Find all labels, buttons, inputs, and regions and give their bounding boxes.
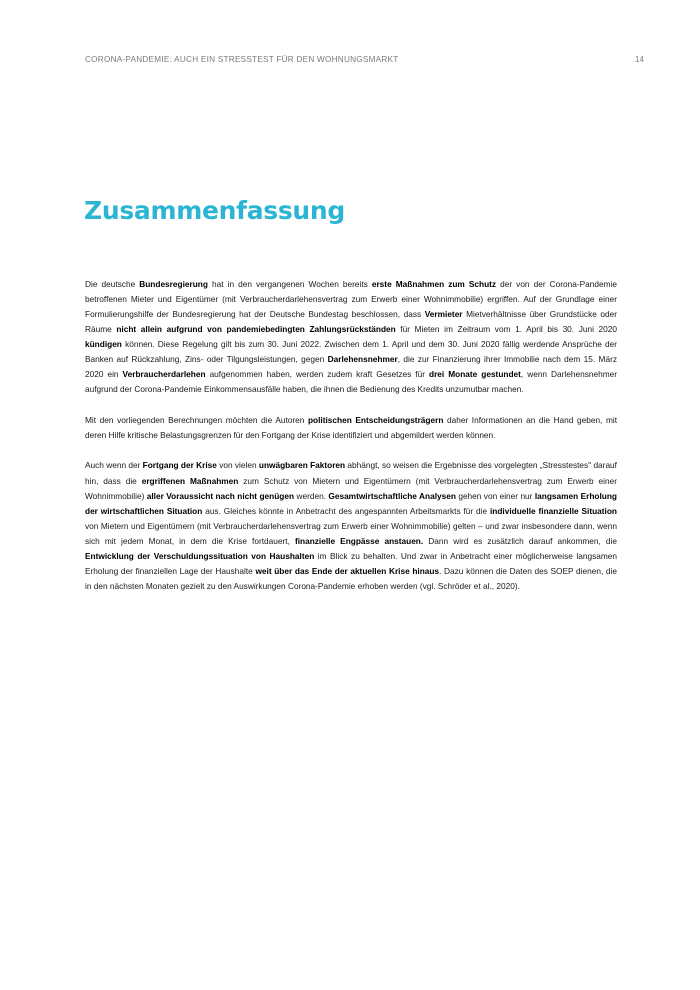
emphasis-text: ergriffenen Maßnahmen — [141, 475, 239, 486]
paragraph — [85, 277, 617, 397]
paragraph — [85, 413, 617, 443]
section-title: Zusammenfassung — [84, 196, 346, 225]
page-number: 14 — [634, 55, 644, 64]
text-run: von Mietern und Eigentümern (mit Verbraucherdarlehensvertrag zum Erwerb einer Wohnimmobilie) gelten – und zwar insbesondere dann, wenn sich mit jedem Monat, in dem die Krise fortdauert, — [85, 520, 617, 546]
running-header-title: CORONA-PANDEMIE: AUCH EIN STRESSTEST FÜR DEN WOHNUNGSMARKT — [85, 55, 399, 64]
emphasis-text: Gesamtwirtschaftliche Analysen — [328, 490, 456, 501]
emphasis-text: Vermieter — [424, 309, 463, 320]
text-run: aufgenommen haben, werden zudem kraft Gesetzes für — [205, 369, 429, 380]
emphasis-text: aller Voraussicht nach nicht genügen — [146, 490, 295, 501]
emphasis-text: Bundesregierung — [139, 279, 208, 289]
text-run: zum Schutz von Mietern und Eigentümern (mit Verbraucherdarlehensvertrag zum Erwerb einer Wohnimmobilie) — [85, 475, 618, 501]
text-run: abhängt, so weisen die Ergebnisse des vorgelegten „Stresstestes" darauf hin, dass die — [85, 460, 617, 486]
emphasis-text: kündigen — [85, 339, 122, 350]
text-run: Auch wenn der — [85, 460, 143, 471]
text-run: im Blick zu behalten. Und zwar in Anbetracht einer möglicherweise langsamen Erholung der finanziellen Lage der Haushalte — [85, 550, 617, 576]
text-run: hat in den vergangenen Wochen bereits — [207, 279, 372, 289]
text-run: aus. Gleiches könnte in Anbetracht des angespannten Arbeitsmarkts für die — [202, 505, 490, 516]
text-run: Mietverhältnisse über Grundstücke oder Räume — [85, 309, 617, 335]
emphasis-text: Darlehensnehmer — [327, 354, 398, 365]
emphasis-text: weit über das Ende der aktuellen Krise hinaus — [255, 565, 440, 576]
text-run: können. Diese Regelung gilt bis zum 30. Juni 2022. Zwischen dem 1. April und dem 30. Juni 2020 fällig werdende Ansprüche der Banken auf Rückzahlung, Zins- oder Tilgungsleistungen, gegen — [85, 339, 617, 365]
text-run: daher Informationen an die Hand geben, mit deren Hilfe kritische Belastungsgrenzen für den Fortgang der Krise identifiziert und abgemildert werden können. — [85, 415, 618, 441]
emphasis-text: Entwicklung der Verschuldungssituation von Haushalten — [85, 550, 315, 561]
text-run: . Dazu können die Daten des SOEP dienen, die in den nächsten Monaten gezielt zu den Auswirkungen Corona-Pandemie erhoben werden (vgl. Schröder et al., 2020). — [85, 565, 618, 591]
text-run: Dann wird es zusätzlich darauf ankommen, die — [423, 535, 617, 546]
emphasis-text: finanzielle Engpässe anstauen. — [294, 535, 424, 546]
text-run: Die deutsche — [85, 279, 140, 289]
emphasis-text: Fortgang der Krise — [142, 460, 217, 471]
emphasis-text: Verbraucherdarlehen — [122, 369, 206, 380]
text-run: , die zur Finanzierung ihrer Immobilie nach dem 15. März 2020 ein — [85, 354, 617, 380]
emphasis-text: langsamen Erholung der wirtschaftlichen Situation — [85, 490, 618, 516]
paragraph — [85, 458, 617, 593]
emphasis-text: erste Maßnahmen zum Schutz — [371, 279, 497, 289]
body-text — [85, 277, 617, 610]
text-run: werden. — [294, 490, 329, 501]
text-run: der von der Corona-Pandemie betroffenen Mieter und Eigentümer (mit Verbraucherdarlehensvertrag zum Erwerb einer Wohnimmobilie) ergriffen. Auf der Grundlage einer Formulierungshilfe der Bundesregierung hat der Deutsche Bundestag beschlossen, dass — [85, 279, 617, 320]
emphasis-text: nicht allein aufgrund von pandemiebedingten Zahlungsrückständen — [116, 324, 396, 335]
emphasis-text: politischen Entscheidungsträgern — [307, 415, 444, 426]
text-run: gehen von einer nur — [455, 490, 535, 501]
text-run: , wenn Darlehensnehmer aufgrund der Corona-Pandemie Einkommensausfälle haben, die ihnen die Bedienung des Kredits unzumutbar machen. — [85, 369, 618, 395]
text-run: Mit den vorliegenden Berechnungen möchten die Autoren — [85, 415, 308, 426]
text-run: von vielen — [216, 460, 259, 471]
emphasis-text: unwägbaren Faktoren — [258, 460, 346, 471]
emphasis-text: individuelle finanzielle Situation — [489, 505, 617, 516]
page-header — [85, 55, 644, 69]
text-run: für Mieten im Zeitraum vom 1. April bis 30. Juni 2020 — [395, 324, 617, 335]
emphasis-text: drei Monate gestundet — [429, 369, 521, 380]
